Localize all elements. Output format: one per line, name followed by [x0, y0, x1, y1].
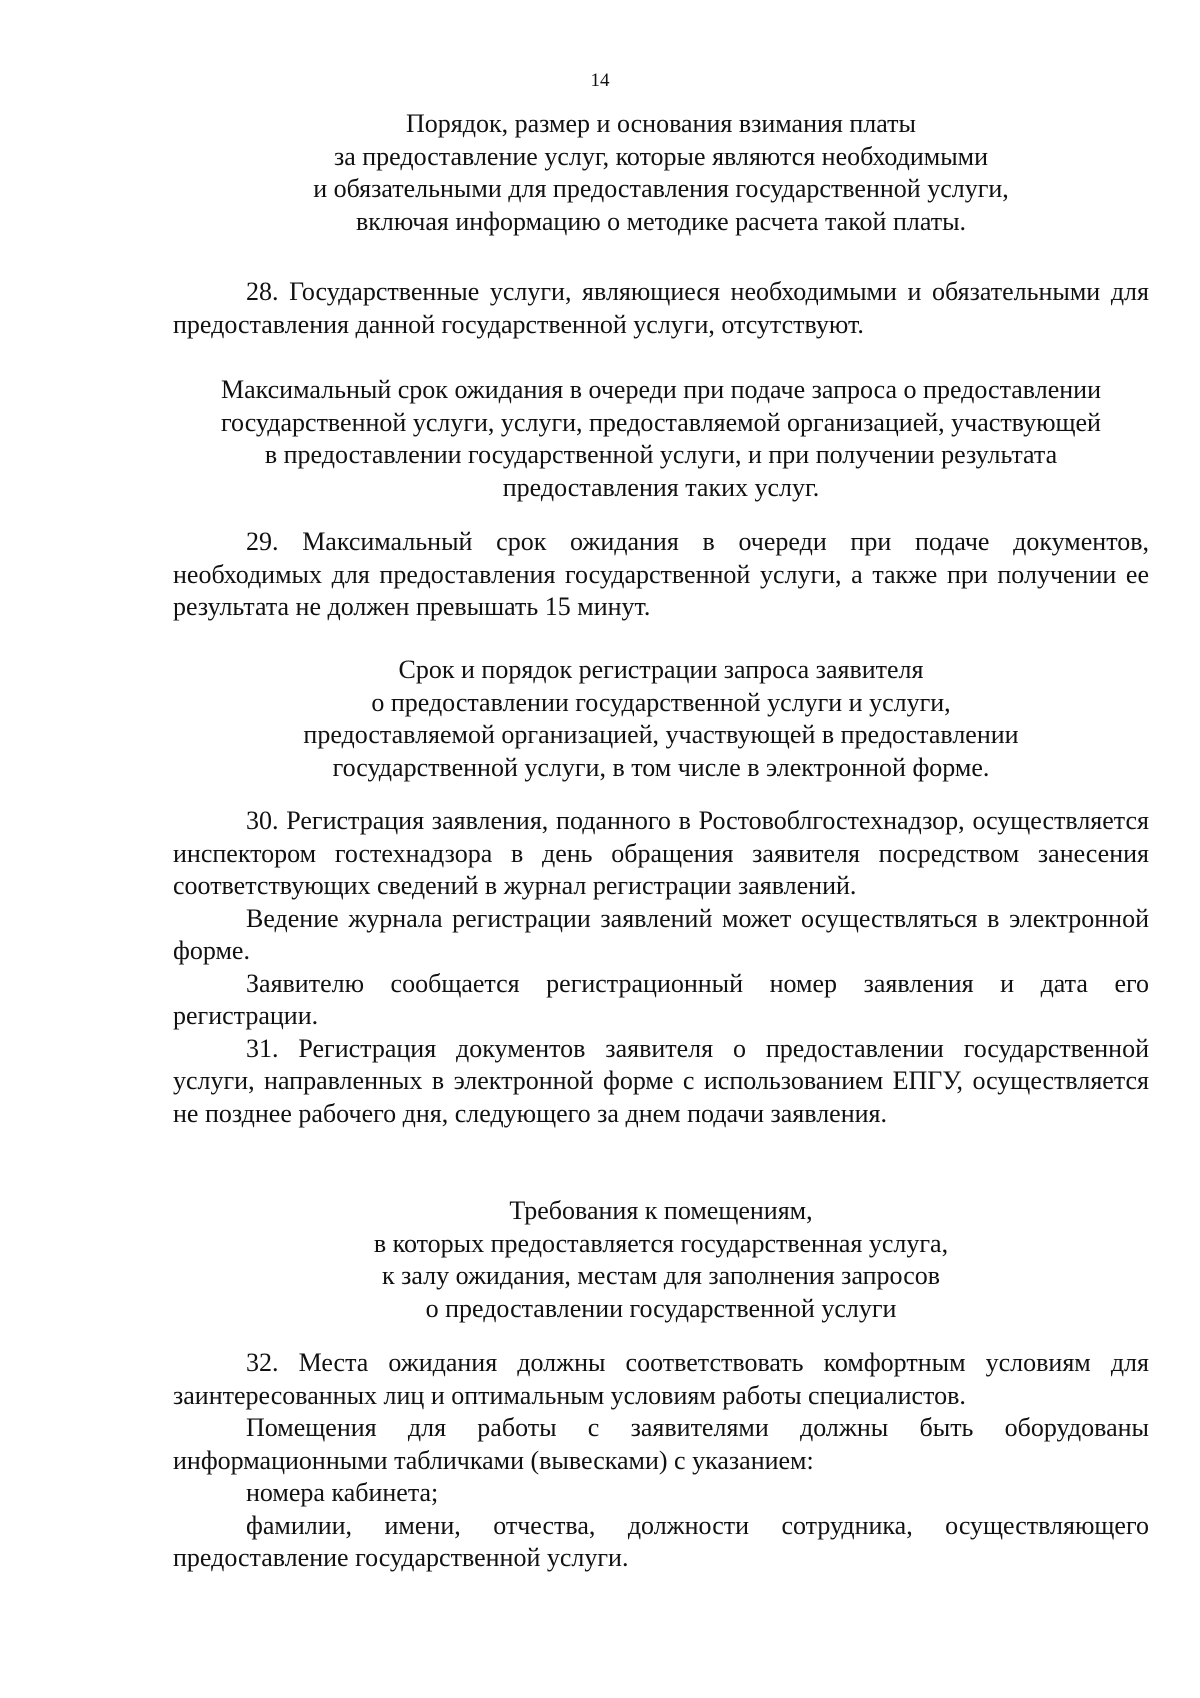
section-body-29: [173, 526, 1149, 624]
page-number: 14: [590, 70, 610, 91]
paragraph: 29. Максимальный срок ожидания в очереди при подаче документов, необходимых для предоставления государственной услуги, а также при получении ее результата не должен превышать 15 минут.: [173, 527, 1149, 621]
paragraph: фамилии, имени, отчества, должности сотрудника, осуществляющего предоставление государственной услуги.: [173, 1510, 1149, 1572]
heading-line: о предоставлении государственной услуги и услуги,: [371, 687, 951, 717]
paragraph: Ведение журнала регистрации заявлений может осуществляться в электронной форме.: [173, 903, 1149, 965]
section-heading-premises: [173, 1195, 1149, 1325]
section-body-30-31: [173, 805, 1149, 1130]
section-body-32: [173, 1347, 1149, 1575]
heading-line: в которых предоставляется государственная услуга,: [373, 1228, 949, 1258]
paragraph: 31. Регистрация документов заявителя о предоставлении государственной услуги, направленных в электронной форме с использованием ЕПГУ, осуществляется не позднее рабочего дня, следующего за днем подачи заявления.: [173, 1033, 1149, 1128]
paragraph: 28. Государственные услуги, являющиеся необходимыми и обязательными для предоставления данной государственной услуги, отсутствуют.: [173, 277, 1149, 339]
section-body-28: [173, 276, 1149, 341]
heading-line: государственной услуги, услуги, предоставляемой организацией, участвующей: [221, 407, 1101, 437]
heading-line: за предоставление услуг, которые являются необходимыми: [333, 141, 989, 171]
section-heading-registration: [173, 654, 1149, 784]
heading-line: к залу ожидания, местам для заполнения запросов: [381, 1261, 941, 1290]
heading-line: и обязательными для предоставления государственной услуги,: [313, 174, 1009, 203]
heading-line: включая информацию о методике расчета такой платы.: [355, 206, 967, 236]
section-heading-fees: [173, 108, 1149, 238]
heading-line: Порядок, размер и основания взимания платы: [406, 109, 916, 138]
heading-line: о предоставлении государственной услуги: [425, 1293, 897, 1323]
paragraph: Помещения для работы с заявителями должны быть оборудованы информационными табличками (вывесками) с указанием:: [173, 1413, 1149, 1475]
heading-line: Требования к помещениям,: [509, 1196, 813, 1225]
heading-line: государственной услуги, в том числе в электронной форме.: [332, 752, 990, 782]
paragraph: 30. Регистрация заявления, поданного в Ростовоблгостехнадзор, осуществляется инспектором гостехнадзора в день обращения заявителя посредством занесения соответствующих сведений в журнал регистрации заявлений.: [173, 806, 1149, 900]
heading-line: Срок и порядок регистрации запроса заявителя: [398, 655, 924, 684]
heading-line: предоставления таких услуг.: [502, 472, 820, 502]
heading-line: Максимальный срок ожидания в очереди при подаче запроса о предоставлении: [221, 375, 1101, 404]
heading-line: предоставляемой организацией, участвующей в предоставлении: [303, 720, 1019, 749]
paragraph: номера кабинета;: [246, 1478, 439, 1507]
heading-line: в предоставлении государственной услуги, и при получении результата: [264, 440, 1058, 469]
section-heading-queue: [173, 374, 1149, 504]
paragraph: 32. Места ожидания должны соответствовать комфортным условиям для заинтересованных лиц и оптимальным условиям работы специалистов.: [173, 1348, 1149, 1410]
paragraph: Заявителю сообщается регистрационный номер заявления и дата его регистрации.: [173, 968, 1149, 1030]
